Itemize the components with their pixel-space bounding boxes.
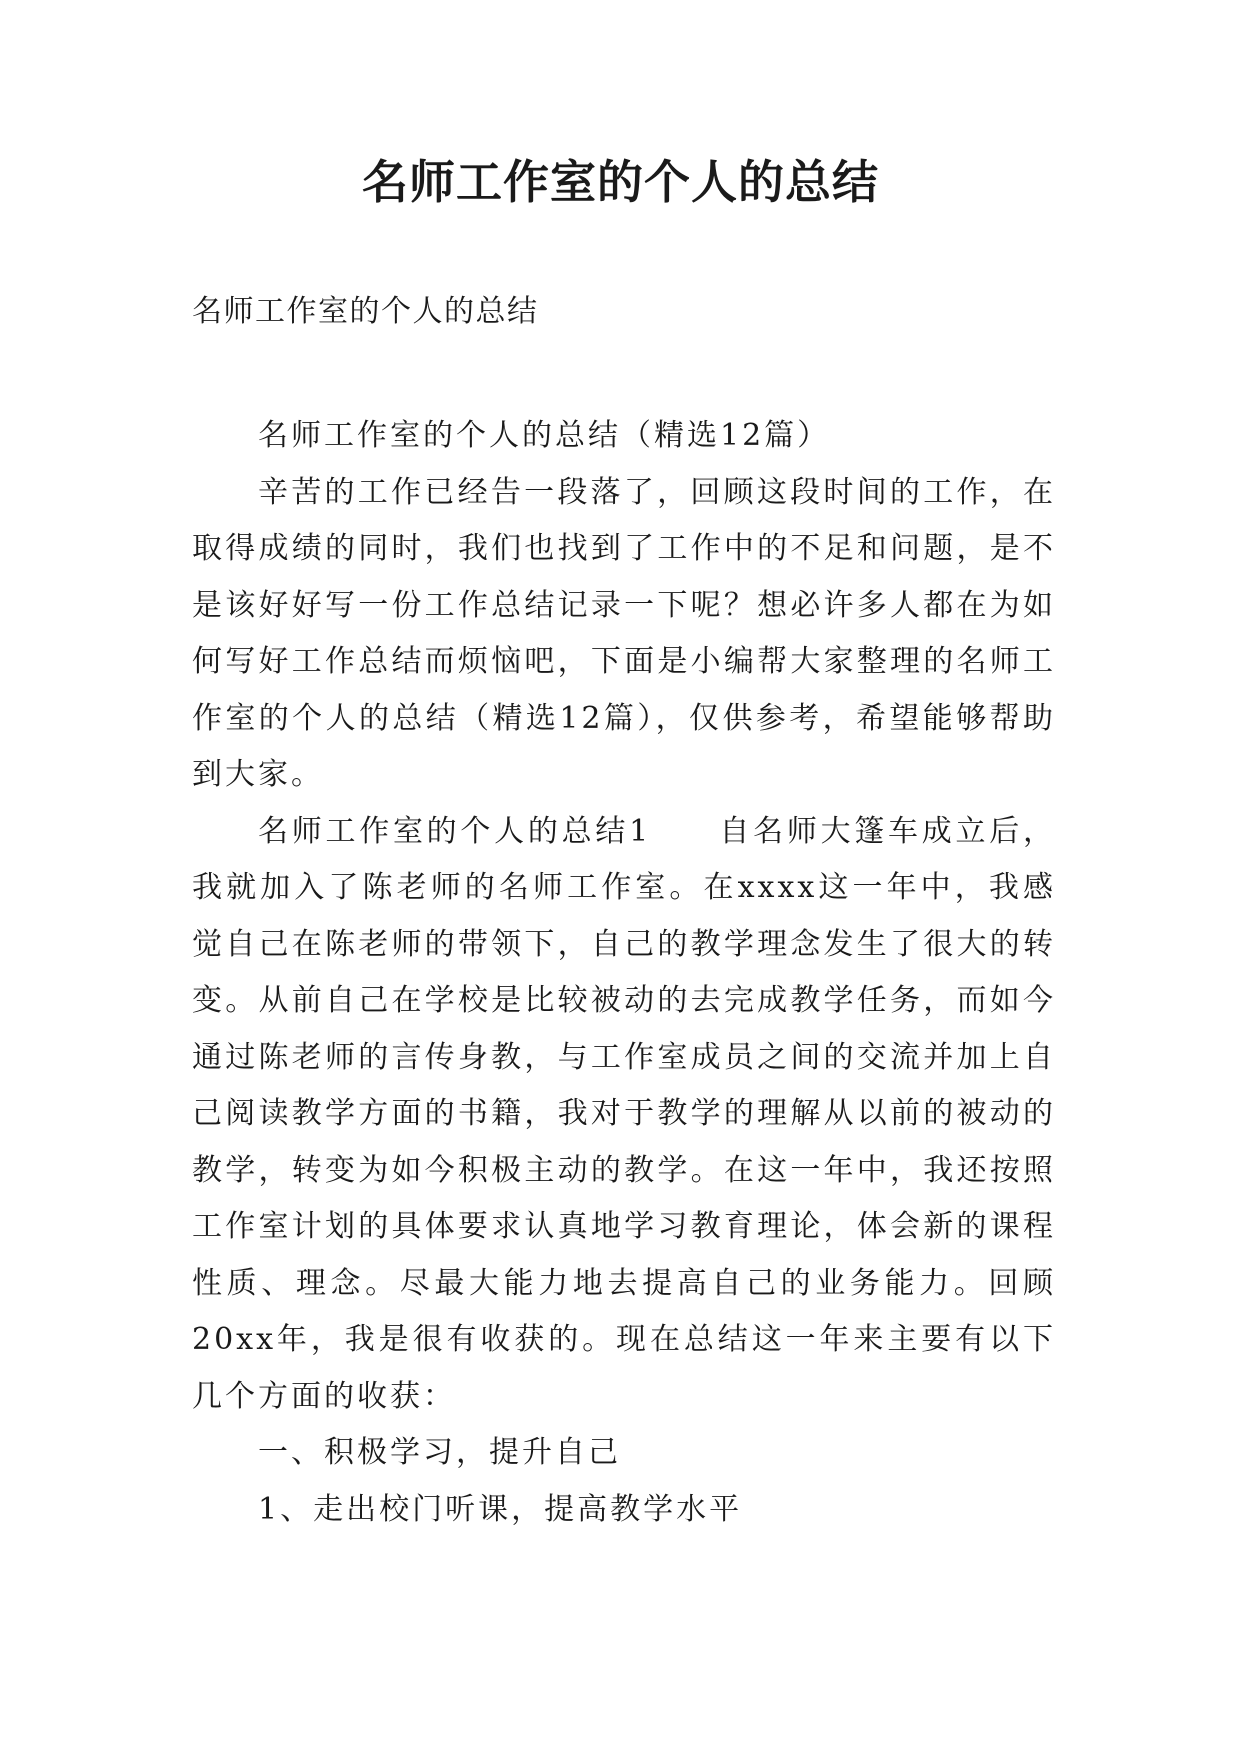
subsection-heading: 1、走出校门听课，提高教学水平 <box>258 1491 743 1527</box>
paragraph-summary-1: 名师工作室的个人的总结1 自名师大篷车成立后，我就加入了陈老师的名师工作室。在xxxx这一年中，我感觉自己在陈老师的带领下，自己的教学理念发生了很大的转变。从前自己在学校是比较被动的去完成教学任务，而如今通过陈老师的言传身教，与工作室成员之间的交流并加上自己阅读教学方面的书籍，我对于教学的理解从以前的被动的教学，转变为如今积极主动的教学。在这一年中，我还按照工作室计划的具体要求认真地学习教育理论，体会新的课程性质、理念。尽最大能力地去提高自己的业务能力。回顾20xx年，我是很有收获的。现在总结这一年来主要有以下几个方面的收获： <box>192 813 1056 1414</box>
document-subtitle: 名师工作室的个人的总结 <box>192 294 539 329</box>
section-heading: 一、积极学习，提升自己 <box>258 1435 621 1470</box>
document-title: 名师工作室的个人的总结 <box>362 155 879 209</box>
paragraph-heading: 名师工作室的个人的总结（精选12篇） <box>258 418 831 453</box>
document-body <box>192 408 1056 1538</box>
paragraph-intro: 辛苦的工作已经告一段落了，回顾这段时间的工作，在取得成绩的同时，我们也找到了工作中的不足和问题，是不是该好好写一份工作总结记录一下呢？想必许多人都在为如何写好工作总结而烦恼吧，下面是小编帮大家整理的名师工作室的个人的总结（精选12篇），仅供参考，希望能够帮助到大家。 <box>192 474 1056 792</box>
